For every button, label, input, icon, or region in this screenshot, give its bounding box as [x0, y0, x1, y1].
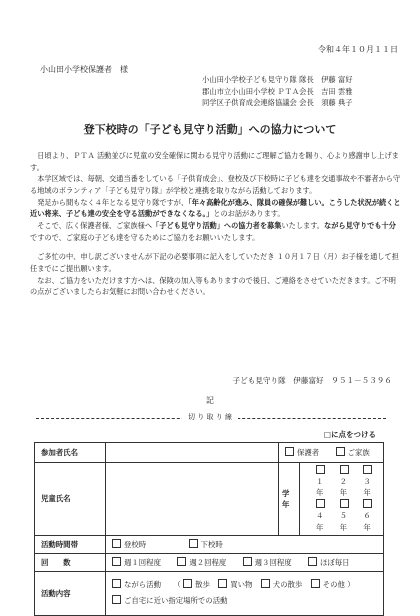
sender-line: 郡山市立小山田小学校 ＰＴＡ会長 吉田 雲雅 — [202, 86, 353, 96]
ki-heading: 記 — [206, 396, 214, 405]
participant-name-field[interactable] — [106, 443, 279, 463]
time-options — [106, 535, 384, 553]
walk-checkbox[interactable]: 散歩 — [183, 580, 210, 589]
grade-4-checkbox[interactable]: ４年 — [316, 499, 330, 532]
contact-signature: 子ども見守り隊 伊藤富好 ９５１－５３９６ — [232, 376, 392, 385]
cut-label: 切 り 取 り 線 — [0, 412, 420, 423]
sender-line: 同学区子供育成会連絡協議会 会長 須藤 典子 — [202, 98, 353, 108]
body-paragraph: 発足から間もなく４年となる見守り隊ですが、「年々高齢化が進み、隊員の確保が難しい。こうした状況が続くと近い将来、子ども達の安全を守る活動ができなくなる。」とのお話があります。 — [30, 197, 401, 219]
freq-3-checkbox[interactable]: 週３回程度 — [243, 558, 292, 567]
freq-label: 回 数 — [35, 553, 106, 571]
freq-1-checkbox[interactable]: 週１回程度 — [112, 558, 161, 567]
time-afternoon-checkbox[interactable]: 下校時 — [189, 540, 223, 549]
time-label: 活動時間帯 — [35, 535, 106, 553]
guardian-checkbox[interactable]: 保護者 — [285, 448, 319, 457]
letter-senders — [202, 74, 353, 109]
child-name-field[interactable] — [106, 463, 279, 536]
body-paragraph: そこで、広く保護者様、ご家族様へ「子ども見守り活動」への協力者を募集いたします。ながら見守りでも十分ですので、ご家庭の子ども達を守るためにご協力をお願いいたします。 — [30, 220, 396, 242]
participant-label: 参加者氏名 — [35, 443, 106, 463]
grade-3-checkbox[interactable]: ３年 — [363, 465, 377, 498]
child-label: 児童氏名 — [35, 463, 106, 536]
freq-options — [106, 553, 384, 571]
other-checkbox[interactable]: その他 — [311, 580, 345, 589]
grade-options — [300, 463, 384, 536]
while-activity-checkbox[interactable]: ながら活動 — [112, 580, 161, 589]
check-note: □に点をつける — [323, 430, 376, 439]
letter-recipient: 小山田小学校保護者 様 — [40, 65, 128, 74]
letter-date: 令和４年１０月１１日 — [318, 45, 398, 54]
grade-5-checkbox[interactable]: ５年 — [340, 499, 354, 532]
grade-6-checkbox[interactable]: ６年 — [363, 499, 377, 532]
application-form — [34, 442, 384, 616]
family-checkbox[interactable]: ご家族 — [336, 448, 370, 457]
content-options: ながら活動 （ 散歩 買い物 犬の散歩 その他 ） ご自宅に近い指定場所での活動 — [106, 571, 384, 615]
sender-line: 小山田小学校子ども見守り隊 隊長 伊藤 富好 — [202, 75, 353, 84]
grade-2-checkbox[interactable]: ２年 — [340, 465, 354, 498]
letter-body — [30, 150, 402, 298]
body-paragraph: ご多忙の中、申し訳ございませんが下記の必要事項に記入をしていただき １０月１７日（月）お子様を通して担任までにご提出願います。 — [30, 252, 399, 273]
freq-4-checkbox[interactable]: ほぼ毎日 — [308, 558, 350, 567]
body-paragraph: 日頃より、ＰＴＡ 活動並びに児童の安全確保に関わる見守り活動にご理解ご協力を賜り、心より感謝申し上げます。 — [30, 151, 399, 172]
body-paragraph: なお、ご協力をいただけます方へは、保険の加入等もありますので後日、ご連絡をさせていただきます。ご不明の点がございましたらお気軽にお問い合わせください。 — [30, 275, 396, 297]
participant-type — [279, 443, 384, 463]
time-morning-checkbox[interactable]: 登校時 — [112, 540, 146, 549]
shopping-checkbox[interactable]: 買い物 — [218, 580, 252, 589]
letter-title: 登下校時の「子ども見守り活動」への協力について — [83, 123, 337, 136]
content-label: 活動内容 — [35, 571, 106, 615]
freq-2-checkbox[interactable]: 週２回程度 — [177, 558, 226, 567]
dog-walk-checkbox[interactable]: 犬の散歩 — [261, 580, 303, 589]
grade-label: 学年 — [279, 463, 300, 536]
home-area-checkbox[interactable]: ご自宅に近い指定場所での活動 — [112, 596, 227, 605]
grade-1-checkbox[interactable]: １年 — [316, 465, 330, 498]
body-paragraph: 本学区域では、毎朝、交通当番をしている「子供育成会」、登校及び下校時に子ども達を交通事故や不審者から守る地域のボランティア「子ども見守り隊」が学校と連携を取りながら活動しております。 — [30, 174, 401, 195]
